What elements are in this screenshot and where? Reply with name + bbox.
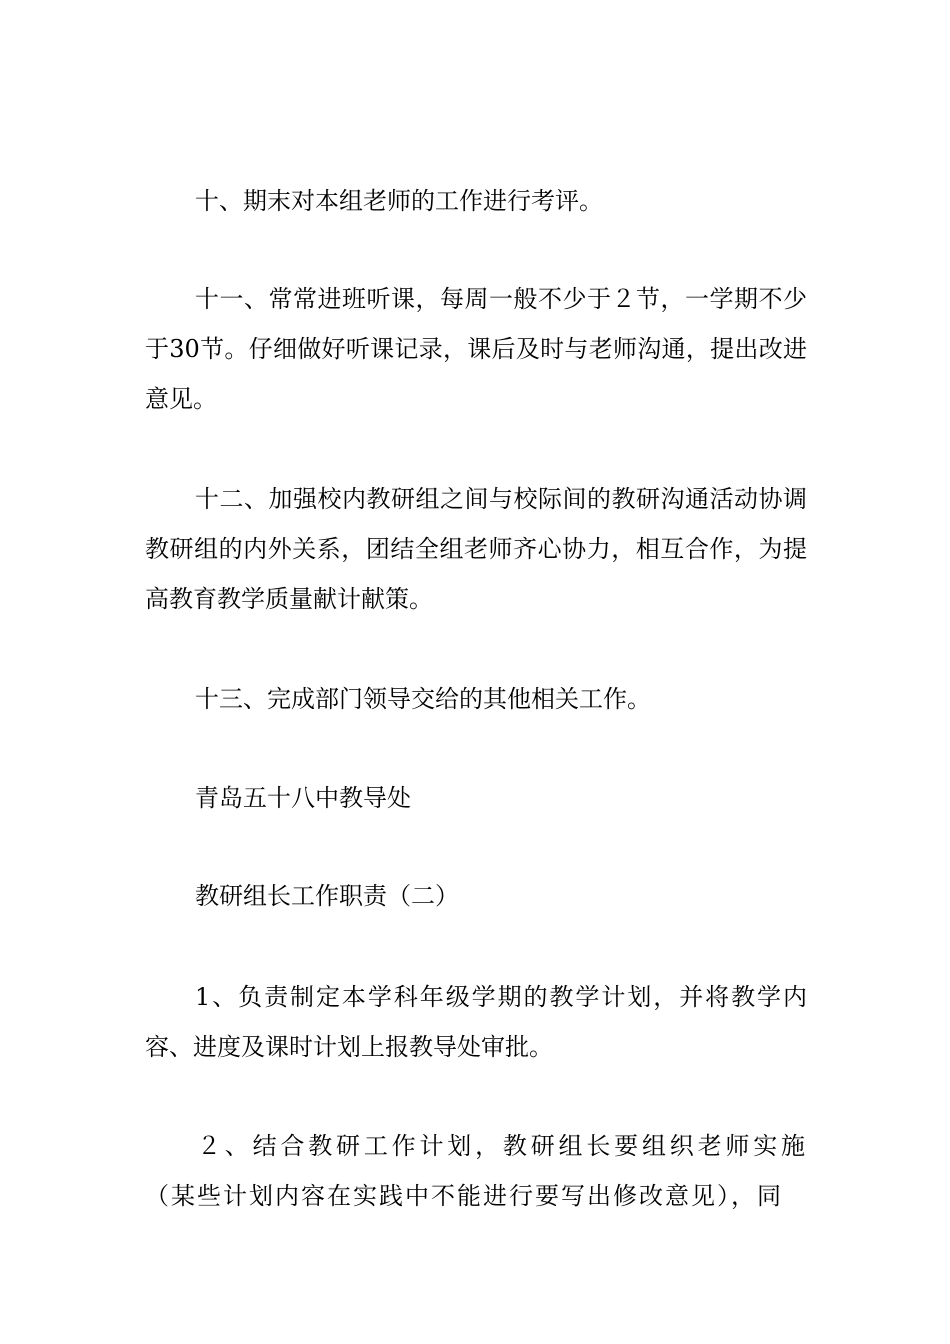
signature-office: 青岛五十八中教导处	[195, 784, 411, 812]
paragraph-1-teaching-plan: 1、负责制定本学科年级学期的教学计划，并将教学内容、进度及课时计划上报教导处审批。	[145, 983, 807, 1061]
paragraph-10-term-end-evaluation: 十、期末对本组老师的工作进行考评。	[195, 187, 603, 215]
paragraph-11-class-observation: 十一、常常进班听课，每周一般不少于２节，一学期不少于30节。仔细做好听课记录，课后及时与老师沟通，提出改进意见。	[145, 285, 807, 413]
paragraph-13-other-duties: 十三、完成部门领导交给的其他相关工作。	[195, 685, 651, 713]
section-heading: 教研组长工作职责（二）	[195, 882, 459, 910]
paragraph-12-research-communication: 十二、加强校内教研组之间与校际间的教研沟通活动协调教研组的内外关系，团结全组老师齐心协力，相互合作，为提高教育教学质量献计献策。	[145, 485, 807, 613]
paragraph-2-work-plan-implementation: ２、结合教研工作计划，教研组长要组织老师实施（某些计划内容在实践中不能进行要写出修改意见），同	[145, 1132, 807, 1210]
